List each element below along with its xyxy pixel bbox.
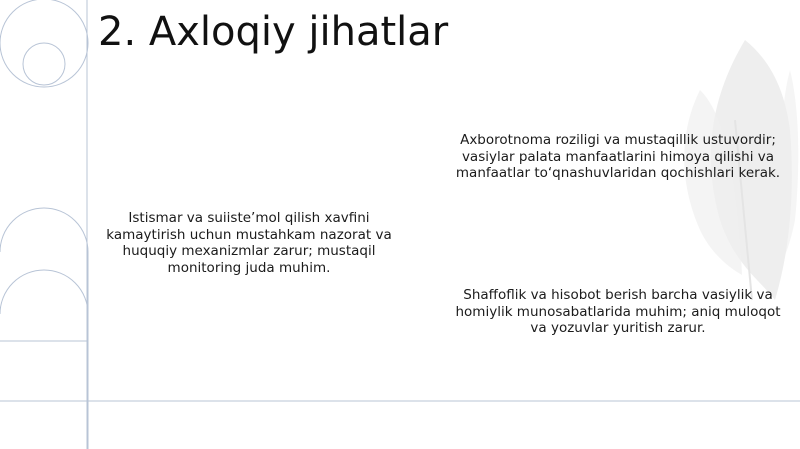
middle-arch-outer bbox=[0, 208, 88, 449]
small-top-circle bbox=[23, 43, 65, 85]
middle-arch-inner bbox=[0, 270, 88, 314]
text-block-transparency: Shaffoflik va hisobot berish barcha vasiylik va homiylik munosabatlarida muhim; aniq muloqot va yozuvlar yuritish zarur. bbox=[455, 287, 781, 336]
text-block-abuse-prevention: Istismar va suiiste’mol qilish xavfini kamaytirish uchun mustahkam nazorat va huquqiy mexanizmlar zarur; mustaqil monitoring juda muhim. bbox=[106, 210, 392, 276]
text-block-informed-consent: Axborotnoma roziligi va mustaqillik ustuvordir; vasiylar palata manfaatlarini himoya qilishi va manfaatlar to‘qnashuvlaridan qochishlari kerak. bbox=[455, 132, 781, 181]
slide-title: 2. Axloqiy jihatlar bbox=[98, 9, 449, 55]
